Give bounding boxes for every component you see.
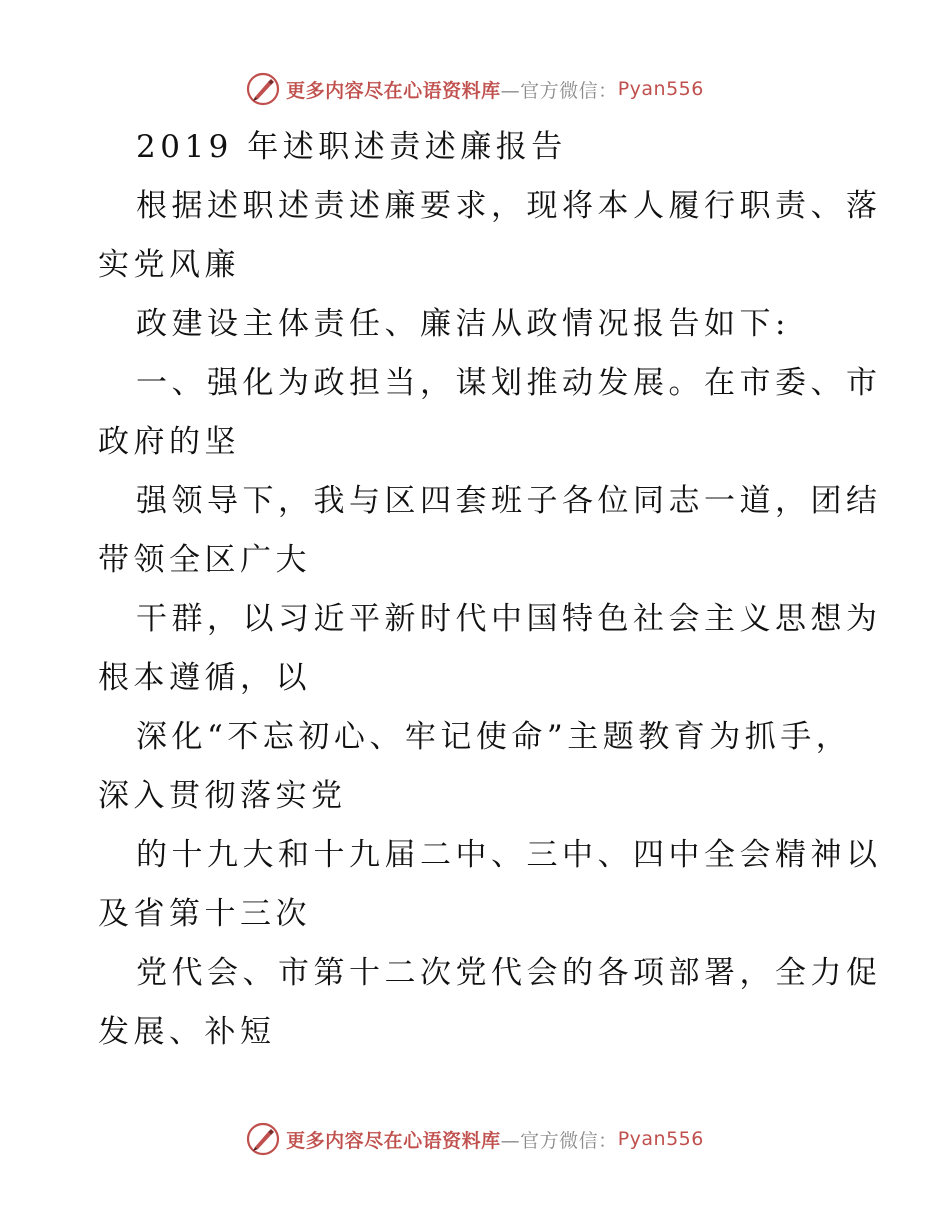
document-line: 的十九大和十九届二中、三中、四中全会精神以 [136, 837, 882, 873]
watermark-red-text: 更多内容尽在心语资料库 [286, 1129, 501, 1152]
document-line: 发展、补短 [98, 1014, 276, 1050]
pen-logo-icon [246, 72, 280, 106]
watermark-gray-text: —官方微信： [500, 79, 618, 102]
document-line: 干群，以习近平新时代中国特色社会主义思想为 [136, 601, 882, 637]
document-line: 带领全区广大 [98, 542, 311, 578]
document-line: 政府的坚 [98, 424, 240, 460]
document-body [98, 118, 882, 1062]
watermark-gray-text: —官方微信： [500, 1129, 618, 1152]
document-line: 强领导下，我与区四套班子各位同志一道，团结 [136, 483, 882, 519]
document-line: 2019 年述职述责述廉报告 [136, 129, 567, 165]
document-line: 实党风廉 [98, 247, 240, 283]
watermark-text [286, 76, 704, 103]
document-line: 一、强化为政担当，谋划推动发展。在市委、市 [136, 365, 882, 401]
document-line: 深入贯彻落实党 [98, 778, 347, 814]
pen-logo-icon [246, 1122, 280, 1156]
header-watermark [0, 72, 950, 106]
document-line: 及省第十三次 [98, 896, 311, 932]
document-line: 深化“不忘初心、牢记使命”主题教育为抓手， [136, 719, 852, 755]
document-line: 根本遵循，以 [98, 660, 311, 696]
document-line: 政建设主体责任、廉洁从政情况报告如下: [136, 306, 790, 342]
document-line: 党代会、市第十二次党代会的各项部署，全力促 [136, 955, 882, 991]
watermark-wechat-id: Pyan556 [617, 1128, 704, 1150]
watermark-text [286, 1126, 704, 1153]
footer-watermark [0, 1122, 950, 1156]
watermark-red-text: 更多内容尽在心语资料库 [286, 79, 501, 102]
document-line: 根据述职述责述廉要求，现将本人履行职责、落 [136, 188, 882, 224]
watermark-wechat-id: Pyan556 [617, 78, 704, 100]
